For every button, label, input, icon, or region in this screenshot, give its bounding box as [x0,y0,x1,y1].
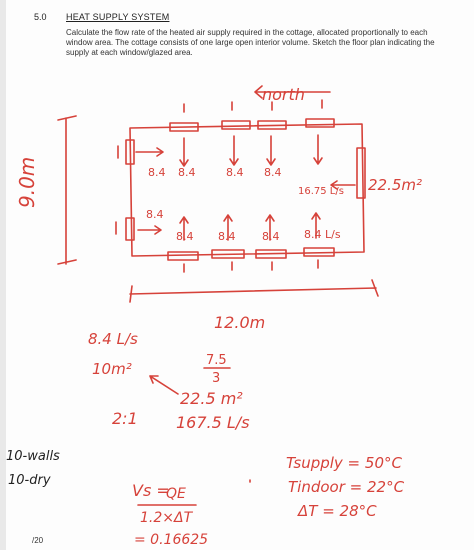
fraction-numerator: 7.5 [206,353,227,368]
total-flow: 167.5 L/s [176,413,250,432]
length-dimension-line [130,280,378,302]
calc-rate: 8.4 L/s [88,330,138,348]
vs-denominator: 1.2×ΔT [140,510,193,526]
vs-numerator: QE [166,486,186,502]
vs-label: Vs = [132,481,170,500]
delta-t: ΔT = 28°C [298,502,377,520]
flow-label-top-1: 8.4 [148,166,166,179]
ratio-label: 2:1 [112,409,138,428]
flow-label-right: 16.75 L/s [298,186,344,197]
flow-label-top-2: 8.4 [178,166,196,179]
width-dimension-label: 9.0m [15,156,39,208]
flow-label-bottom-1: 8.4 [176,230,194,243]
width-dimension-line [58,116,76,264]
calc-area: 10m² [92,360,132,378]
vs-result: = 0.16625 [134,532,209,548]
flow-label-top-4: 8.4 [264,166,282,179]
flow-label-left: 8.4 [146,208,164,221]
side-note-line-2: 10-dry [8,473,51,488]
length-dimension-label: 12.0m [214,313,266,332]
total-area: 22.5 m² [180,389,243,408]
t-indoor: Tindoor = 22°C [288,478,405,496]
page-number: /20 [32,536,44,545]
right-area-label: 22.5m² [368,176,423,194]
section-title: HEAT SUPPLY SYSTEM [66,12,170,22]
t-supply: Tsupply = 50°C [286,454,402,472]
side-note-line-1: 10-walls [6,449,60,464]
section-body: Calculate the flow rate of the heated air supply required in the cottage, allocated proportionally to each window area. The cottage consists of one large open interior volume. Sketch the floor plan indicating the supply at each window/glazed area. [66,28,435,57]
flow-label-bottom-4: 8.4 L/s [304,228,341,241]
flow-label-bottom-3: 8.4 [262,230,280,243]
north-label: north [262,85,305,104]
section-number: 5.0 [34,12,47,22]
flow-label-bottom-2: 8.4 [218,230,236,243]
flow-label-top-3: 8.4 [226,166,244,179]
fraction-denominator: 3 [212,371,221,386]
